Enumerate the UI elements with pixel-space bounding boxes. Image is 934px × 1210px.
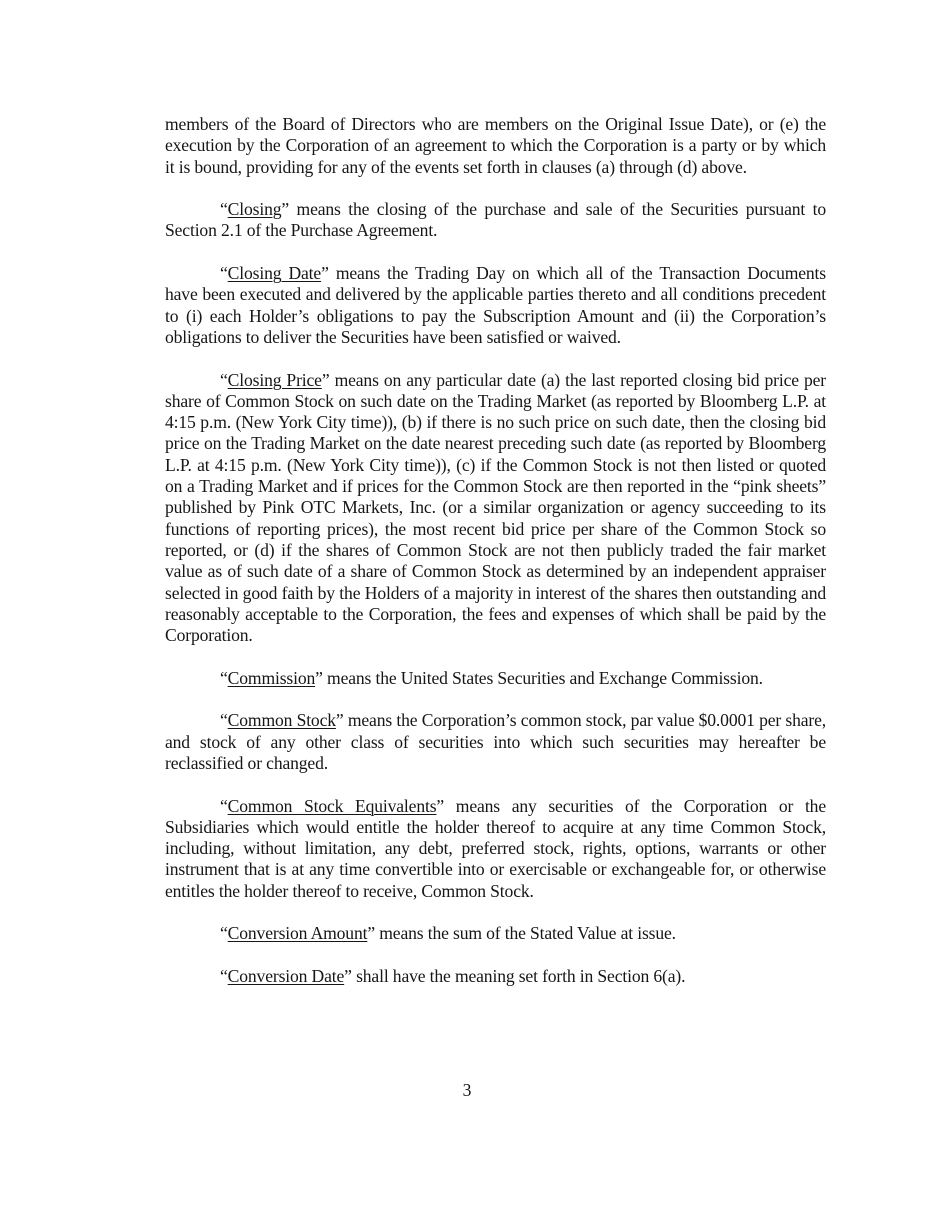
definition-common-stock-equivalents (165, 796, 826, 902)
definition-conversion-date (165, 966, 826, 987)
quote-open: “ (220, 199, 228, 220)
quote-close: ” (335, 710, 344, 731)
definition-text: shall have the meaning set forth in Section 6(a). (351, 965, 686, 986)
quote-open: “ (220, 710, 228, 731)
paragraph-gap (165, 774, 826, 795)
definition-text: means any securities of the Corporation or the Subsidiaries which would entitle the holder thereof to acquire at any time Common Stock, including, without limitation, any debt, preferred stock, rights, options, warrants or other instrument that is at any time convertible into or exercisable or exchangeable for, or otherwise entitles the holder thereof to receive, Common Stock. (165, 795, 826, 901)
document-page (165, 114, 826, 987)
quote-close: ” (321, 369, 330, 390)
defined-term: Common Stock Equivalents (227, 795, 437, 816)
definition-text: means the Trading Day on which all of the Transaction Documents have been executed and delivered by the applicable parties thereto and all conditions precedent to (i) each Holder’s obligations to pay the Subscription Amount and (ii) the Corporation’s obligations to deliver the Securities have been satisfied or waived. (165, 263, 826, 347)
defined-term: Closing Price (227, 369, 322, 390)
quote-close: ” (315, 667, 323, 688)
quote-close: ” (281, 199, 290, 220)
definition-closing-price (165, 370, 826, 647)
defined-term: Closing (227, 199, 282, 220)
definition-text: means the Corporation’s common stock, par value $0.0001 per share, and stock of any other class of securities into which such securities may hereafter be reclassified or changed. (165, 710, 826, 773)
quote-open: “ (220, 795, 228, 816)
paragraph-gap (165, 945, 826, 966)
definition-text: means the United States Securities and Exchange Commission. (322, 667, 763, 688)
quote-open: “ (220, 369, 228, 390)
continuation-paragraph: members of the Board of Directors who are members on the Original Issue Date), or (e) the execution by the Corporation of an agreement to which the Corporation is a party or by which it is bound, providing for any of the events set forth in clauses (a) through (d) above. (165, 114, 826, 177)
paragraph-gap (165, 646, 826, 667)
defined-term: Commission (227, 667, 316, 688)
paragraph-gap (165, 348, 826, 369)
paragraph-gap (165, 178, 826, 199)
paragraph-gap (165, 689, 826, 710)
quote-open: “ (220, 923, 228, 944)
definition-text: means the closing of the purchase and sale of the Securities pursuant to Section 2.1 of the Purchase Agreement. (165, 199, 826, 241)
quote-close: ” (367, 923, 376, 944)
defined-term: Conversion Date (227, 965, 345, 986)
definition-closing-date (165, 263, 826, 348)
quote-close: ” (436, 795, 445, 816)
defined-term: Closing Date (227, 263, 322, 284)
quote-close: ” (344, 965, 352, 986)
paragraph-gap (165, 242, 826, 263)
defined-term: Conversion Amount (227, 923, 368, 944)
definition-text: means on any particular date (a) the last reported closing bid price per share of Common Stock on such date on the Trading Market (as reported by Bloomberg L.P. at 4:15 p.m. (New York City time)), (b) if there is no such price on such date, then the closing bid price on the Trading Market on the date nearest preceding such date (as reported by Bloomberg L.P. at 4:15 p.m. (New York City time)), (c) if the Common Stock is not then listed or quoted on a Trading Market and if prices for the Common Stock are then reported in the “pink sheets” published by Pink OTC Markets, Inc. (or a similar organization or agency succeeding to its functions of reporting prices), the most recent bid price per share of the Common Stock so reported, or (d) if the shares of Common Stock are not then publicly traded the fair market value as of such date of a share of Common Stock as determined by an independent appraiser selected in good faith by the Holders of a majority in interest of the shares then outstanding and reasonably acceptable to the Corporation, the fees and expenses of which shall be paid by the Corporation. (165, 369, 826, 646)
definition-common-stock (165, 710, 826, 774)
definition-closing (165, 199, 826, 242)
definition-commission (165, 668, 826, 689)
definition-conversion-amount (165, 923, 826, 944)
defined-term: Common Stock (227, 710, 336, 731)
quote-open: “ (220, 965, 228, 986)
page-number: 3 (462, 1080, 472, 1100)
paragraph-gap (165, 902, 826, 923)
quote-open: “ (220, 667, 228, 688)
quote-close: ” (321, 263, 329, 284)
quote-open: “ (220, 263, 228, 284)
definition-text: means the sum of the Stated Value at issue. (375, 923, 676, 944)
